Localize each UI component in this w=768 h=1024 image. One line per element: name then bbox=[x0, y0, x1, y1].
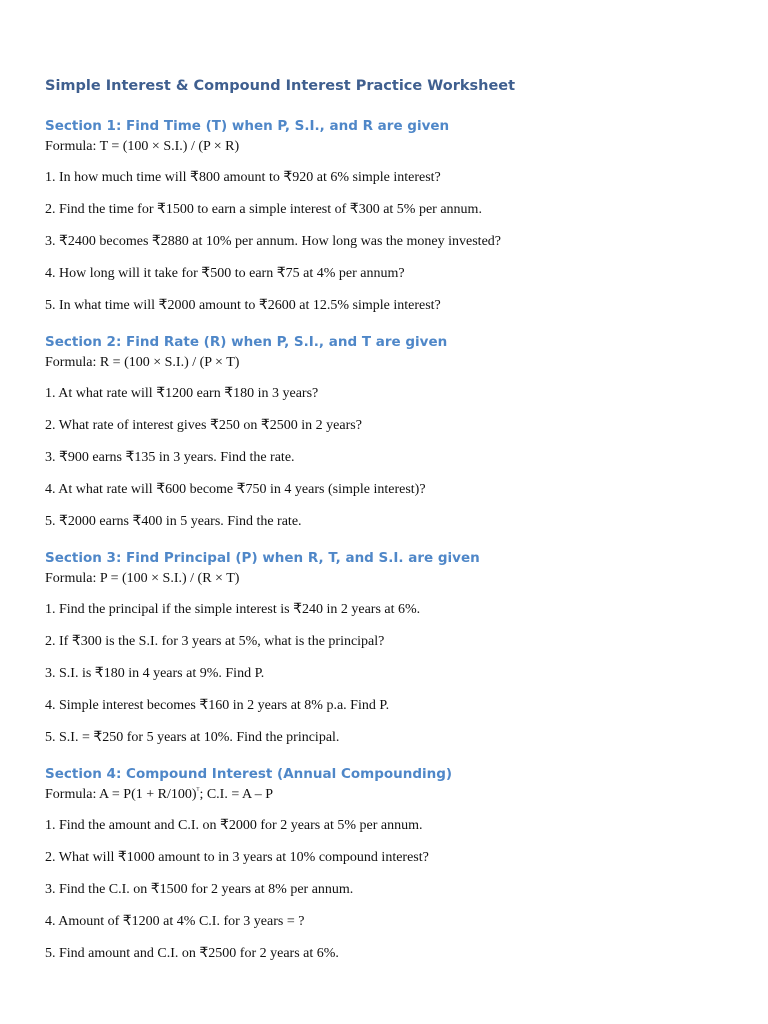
question-item: 1. Find the amount and C.I. on ₹2000 for 2 years at 5% per annum. bbox=[45, 818, 423, 833]
question-item: 2. Find the time for ₹1500 to earn a simple interest of ₹300 at 5% per annum. bbox=[45, 202, 482, 217]
section-3 bbox=[45, 547, 745, 754]
section-formula: Formula: R = (100 × S.I.) / (P × T) bbox=[45, 355, 240, 370]
question-item: 5. S.I. = ₹250 for 5 years at 10%. Find the principal. bbox=[45, 730, 340, 745]
question-item: 2. What will ₹1000 amount to in 3 years at 10% compound interest? bbox=[45, 850, 429, 865]
section-2 bbox=[45, 331, 745, 538]
question-item: 4. At what rate will ₹600 become ₹750 in 4 years (simple interest)? bbox=[45, 482, 426, 497]
section-formula: Formula: T = (100 × S.I.) / (P × R) bbox=[45, 139, 240, 154]
section-1 bbox=[45, 115, 745, 322]
section-heading: Section 2: Find Rate (R) when P, S.I., and T are given bbox=[45, 334, 448, 350]
section-formula: Formula: P = (100 × S.I.) / (R × T) bbox=[45, 571, 240, 586]
question-list bbox=[45, 594, 745, 754]
question-item: 3. S.I. is ₹180 in 4 years at 9%. Find P. bbox=[45, 666, 265, 681]
question-item: 4. How long will it take for ₹500 to earn ₹75 at 4% per annum? bbox=[45, 266, 405, 281]
question-list bbox=[45, 810, 745, 970]
question-item: 1. At what rate will ₹1200 earn ₹180 in 3 years? bbox=[45, 386, 319, 401]
question-item: 5. In what time will ₹2000 amount to ₹2600 at 12.5% simple interest? bbox=[45, 298, 441, 313]
question-item: 3. ₹2400 becomes ₹2880 at 10% per annum. How long was the money invested? bbox=[45, 234, 501, 249]
section-4 bbox=[45, 763, 745, 970]
question-item: 2. If ₹300 is the S.I. for 3 years at 5%, what is the principal? bbox=[45, 634, 385, 649]
section-heading: Section 4: Compound Interest (Annual Compounding) bbox=[45, 766, 453, 782]
section-heading: Section 3: Find Principal (P) when R, T, and S.I. are given bbox=[45, 550, 480, 566]
question-item: 4. Simple interest becomes ₹160 in 2 years at 8% p.a. Find P. bbox=[45, 698, 390, 713]
question-item: 5. ₹2000 earns ₹400 in 5 years. Find the rate. bbox=[45, 514, 302, 529]
question-item: 4. Amount of ₹1200 at 4% C.I. for 3 years = ? bbox=[45, 914, 305, 929]
question-item: 1. Find the principal if the simple interest is ₹240 in 2 years at 6%. bbox=[45, 602, 421, 617]
question-item: 3. Find the C.I. on ₹1500 for 2 years at 8% per annum. bbox=[45, 882, 354, 897]
question-item: 1. In how much time will ₹800 amount to ₹920 at 6% simple interest? bbox=[45, 170, 441, 185]
formula-exponent: ᵀ bbox=[196, 785, 200, 795]
question-item: 2. What rate of interest gives ₹250 on ₹2500 in 2 years? bbox=[45, 418, 362, 433]
question-item: 3. ₹900 earns ₹135 in 3 years. Find the rate. bbox=[45, 450, 295, 465]
section-heading: Section 1: Find Time (T) when P, S.I., and R are given bbox=[45, 118, 450, 134]
page-title: Simple Interest & Compound Interest Practice Worksheet bbox=[45, 78, 516, 94]
formula-main: Formula: A = P(1 + R/100) bbox=[45, 787, 197, 802]
formula-tail: ; C.I. = A – P bbox=[199, 787, 274, 802]
question-item: 5. Find amount and C.I. on ₹2500 for 2 years at 6%. bbox=[45, 946, 339, 961]
question-list bbox=[45, 162, 745, 322]
question-list bbox=[45, 378, 745, 538]
section-formula bbox=[45, 785, 745, 805]
